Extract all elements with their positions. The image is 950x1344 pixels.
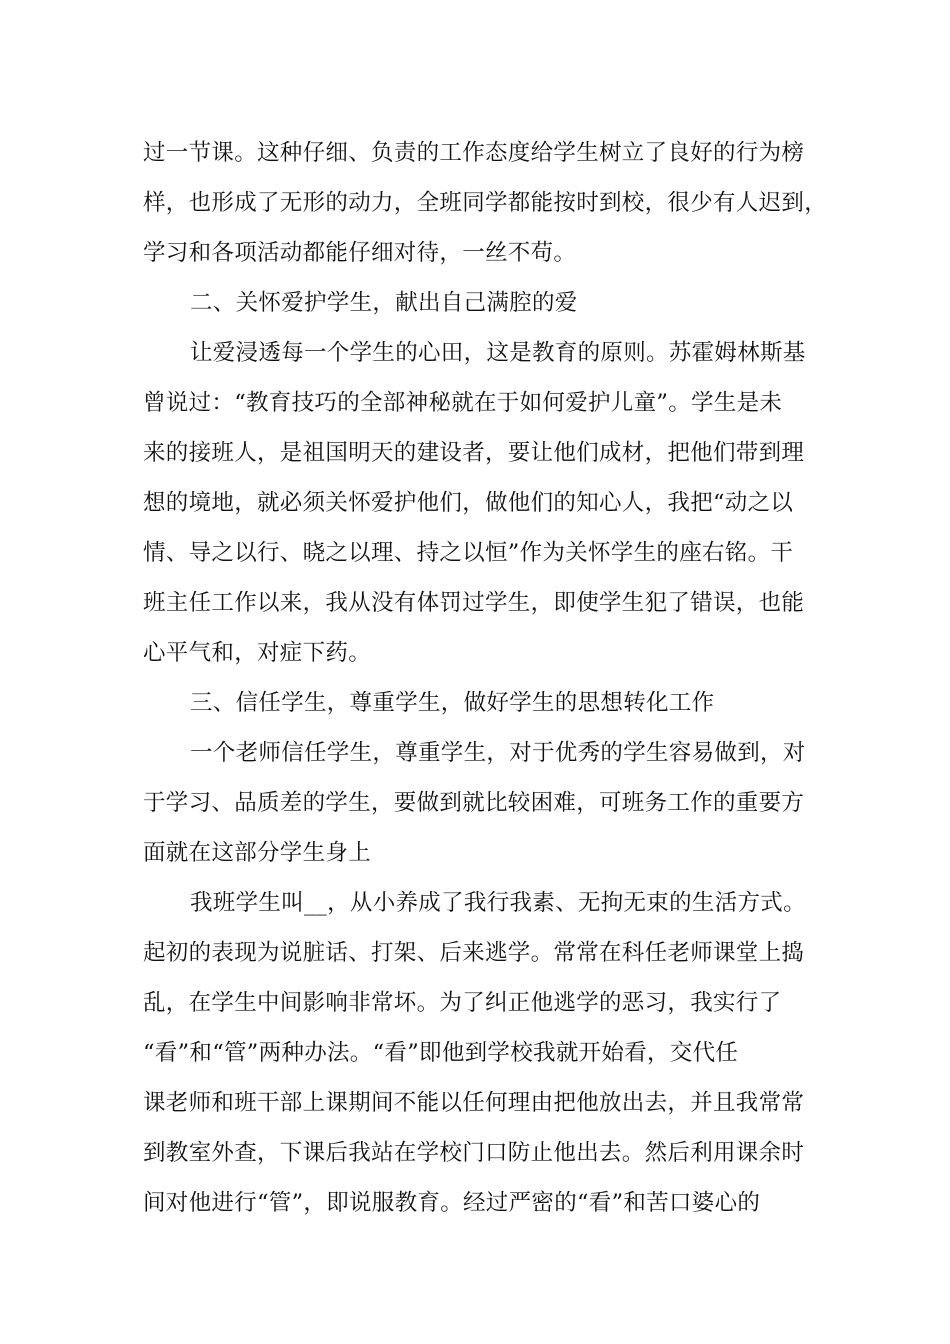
paragraph-3-line-3: 面就在这部分学生身上 [143,840,372,866]
paragraph-1-line-3: 学习和各项活动都能仔细对待，一丝不苟。 [143,240,577,266]
paragraph-4-line-4: “看”和“管”两种办法。“看”即他到学校我就开始看，交代任 [143,1040,739,1066]
section-heading-2: 二、关怀爱护学生，献出自己满腔的爱 [190,290,578,316]
paragraph-3-line-2: 于学习、品质差的学生，要做到就比较困难，可班务工作的重要方 [143,790,805,816]
paragraph-2-line-5: 情、导之以行、晓之以理、持之以恒”作为关怀学生的座右铭。干 [143,540,794,566]
paragraph-4-line-2: 起初的表现为说脏话、打架、后来逃学。常常在科任老师课堂上捣 [143,940,805,966]
paragraph-2-line-7: 心平气和，对症下药。 [143,640,372,666]
paragraph-1-line-1: 过一节课。这种仔细、负责的工作态度给学生树立了良好的行为榜 [143,140,805,166]
paragraph-4-line-3: 乱，在学生中间影响非常坏。为了纠正他逃学的恶习，我实行了 [143,990,782,1016]
paragraph-3-line-1: 一个老师信任学生，尊重学生，对于优秀的学生容易做到，对 [190,740,806,766]
paragraph-4-line-5: 课老师和班干部上课期间不能以任何理由把他放出去，并且我常常 [143,1090,805,1116]
paragraph-4-line-6: 到教室外查，下课后我站在学校门口防止他出去。然后利用课余时 [143,1140,805,1166]
paragraph-4-line-7: 间对他进行“管”，即说服教育。经过严密的“看”和苦口婆心的 [143,1190,761,1216]
paragraph-2-line-2: 曾说过：“教育技巧的全部神秘就在于如何爱护儿童”。学生是未 [143,390,783,416]
paragraph-4-line-1: 我班学生叫__，从小养成了我行我素、无拘无束的生活方式。 [190,890,806,916]
paragraph-2-line-1: 让爱浸透每一个学生的心田，这是教育的原则。苏霍姆林斯基 [190,340,806,366]
paragraph-2-line-6: 班主任工作以来，我从没有体罚过学生，即使学生犯了错误，也能 [143,590,805,616]
paragraph-2-line-3: 来的接班人，是祖国明天的建设者，要让他们成材，把他们带到理 [143,440,805,466]
section-heading-3: 三、信任学生，尊重学生，做好学生的思想转化工作 [190,690,715,716]
paragraph-1-line-2: 样，也形成了无形的动力，全班同学都能按时到校，很少有人迟到， [143,190,828,216]
paragraph-2-line-4: 想的境地，就必须关怀爱护他们，做他们的知心人，我把“动之以 [143,490,794,516]
